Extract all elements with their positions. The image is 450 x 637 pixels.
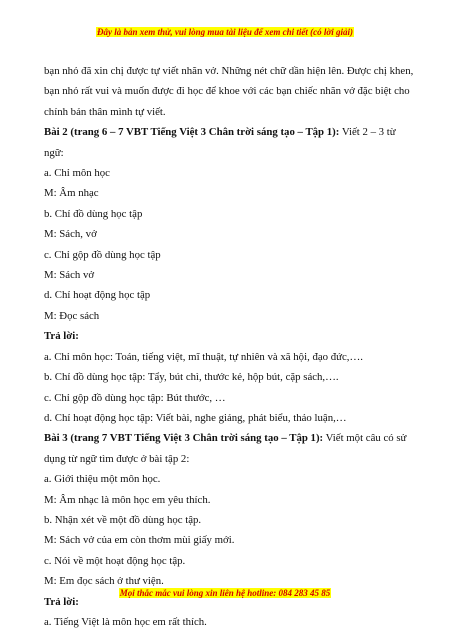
bai3-instruction-cont: dụng từ ngữ tìm được ở bài tập 2: xyxy=(44,452,190,465)
bai2-heading xyxy=(44,122,414,142)
bai3-heading xyxy=(44,428,414,448)
bai2-instruction-cont: ngữ: xyxy=(44,146,64,159)
bai3-title: Bài 3 (trang 7 VBT Tiếng Việt 3 Chân trời sáng tạo – Tập 1): xyxy=(44,432,324,445)
bai2-title: Bài 2 (trang 6 – 7 VBT Tiếng Việt 3 Chân trời sáng tạo – Tập 1): xyxy=(44,126,340,139)
story-line-3: chính bản thân mình tự viết. xyxy=(44,105,166,118)
bai2-instruction: Viết 2 – 3 từ xyxy=(339,126,396,139)
story-line-1: bạn nhỏ đã xin chị được tự viết nhãn vở. Những nét chữ dần hiện lên. Được chị khen, xyxy=(44,65,414,77)
bai2-item: c. Chỉ gộp đồ dùng học tập xyxy=(44,248,161,261)
bai2-item: a. Chỉ môn học xyxy=(44,167,110,180)
bai2-answer: c. Chỉ gộp đồ dùng học tập: Bút thước, … xyxy=(44,391,226,404)
bai2-item: M: Sách vở xyxy=(44,269,95,282)
hotline-banner xyxy=(0,588,450,599)
bai3-instruction: Viết một câu có sử xyxy=(323,432,407,445)
bai3-answer: a. Tiếng Việt là môn học em rất thích. xyxy=(44,615,207,628)
bai3-item: M: Sách vở của em còn thơm mùi giấy mới. xyxy=(44,534,235,547)
bai2-item: b. Chỉ đồ dùng học tập xyxy=(44,207,143,220)
bai2-answer: d. Chỉ hoạt động học tập: Viết bài, nghe giảng, phát biểu, thảo luận,… xyxy=(44,411,347,424)
bai3-item: b. Nhận xét về một đồ dùng học tập. xyxy=(44,513,202,526)
bai3-item: a. Giới thiệu một môn học. xyxy=(44,473,161,486)
bai2-answer-label: Trả lời: xyxy=(44,330,79,343)
bai2-item: M: Âm nhạc xyxy=(44,187,99,200)
bai2-answer: b. Chỉ đồ dùng học tập: Tẩy, bút chì, thước kẻ, hộp bút, cặp sách,…. xyxy=(44,371,339,384)
hotline-text: Mọi thắc mắc vui lòng xin liên hệ hotline: 084 283 45 85 xyxy=(119,588,331,598)
bai2-item: M: Đọc sách xyxy=(44,309,100,322)
bai3-item: c. Nói về một hoạt động học tập. xyxy=(44,554,186,567)
bai3-item: M: Âm nhạc là môn học em yêu thích. xyxy=(44,493,211,506)
bai3-item: M: Em đọc sách ở thư viện. xyxy=(44,575,164,588)
bai2-item: d. Chỉ hoạt động học tập xyxy=(44,289,151,302)
preview-notice-banner xyxy=(0,27,450,38)
story-line-2: bạn nhỏ rất vui và muốn được đi học để khoe với các bạn chiếc nhãn vở đặc biệt cho xyxy=(44,85,410,98)
preview-notice-text: Đây là bản xem thử, vui lòng mua tài liệu để xem chi tiết (có lời giải) xyxy=(97,27,353,37)
bai2-item: M: Sách, vở xyxy=(44,228,97,241)
bai2-answer: a. Chỉ môn học: Toán, tiếng việt, mĩ thuật, tự nhiên và xã hội, đạo đức,…. xyxy=(44,350,364,363)
document-body xyxy=(44,61,414,632)
bai3-answer-label: Trả lời: xyxy=(44,595,79,608)
